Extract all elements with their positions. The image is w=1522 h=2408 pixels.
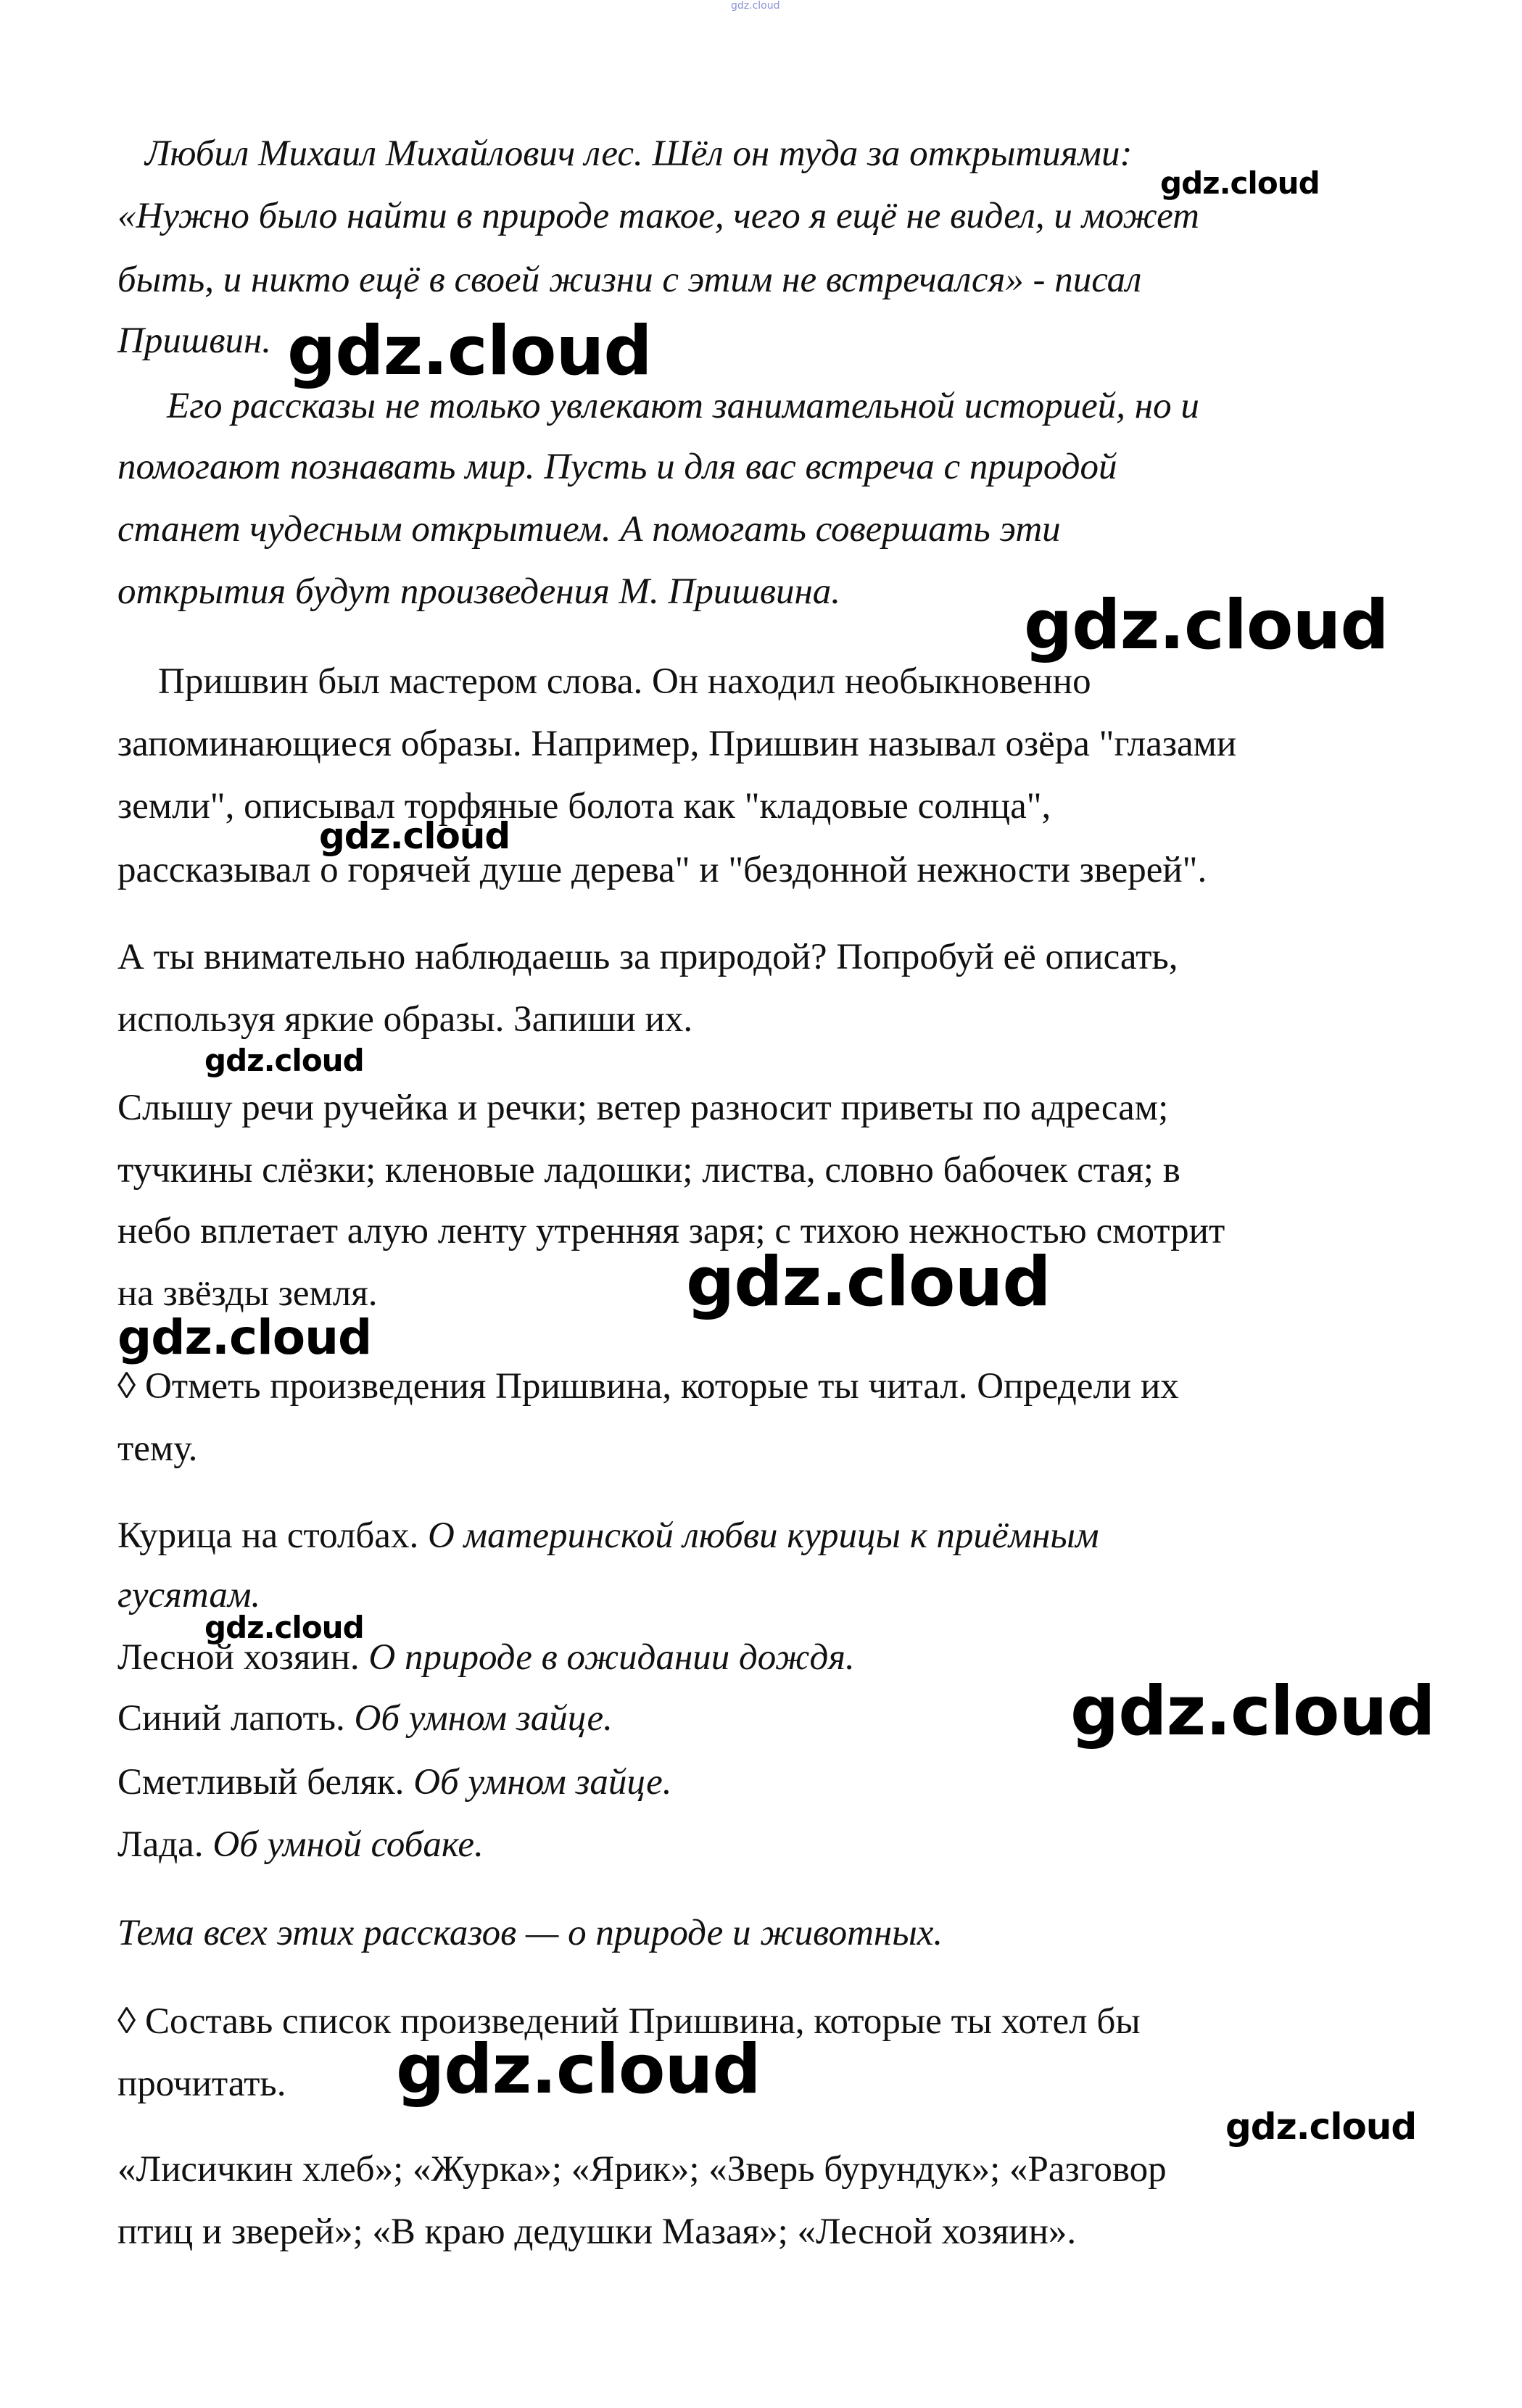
work-title: Лесной хозяин. — [117, 1637, 360, 1678]
text-line: «Нужно было найти в природе такое, чего я ещё не видел, и может — [117, 196, 1199, 236]
text-line: ◊ Составь список произведений Пришвина, которые ты хотел бы — [117, 2001, 1141, 2042]
work-theme: О природе в ожидании дождя. — [368, 1637, 855, 1678]
work-theme: О материнской любви курицы к приёмным — [427, 1515, 1099, 1556]
watermark: gdz.cloud — [1024, 586, 1389, 665]
text-line: быть, и никто ещё в своей жизни с этим не встречался» - писал — [117, 260, 1142, 300]
text-line: ◊ Отметь произведения Пришвина, которые ты читал. Определи их — [117, 1366, 1179, 1407]
watermark: gdz.cloud — [1225, 2106, 1417, 2148]
watermark: gdz.cloud — [396, 2030, 761, 2109]
list-item — [117, 1761, 672, 1804]
text-line: Любил Михаил Михайлович лес. Шёл он туда за открытиями: — [145, 133, 1133, 174]
header-mark: gdz.cloud — [731, 0, 780, 12]
watermark: gdz.cloud — [287, 312, 652, 391]
text-line: прочитать. — [117, 2064, 286, 2104]
summary: Тема всех этих рассказов — о природе и животных. — [117, 1913, 943, 1953]
text-line: рассказывал о горячей душе дерева" и "бездонной нежности зверей". — [117, 850, 1207, 890]
work-title: Курица на столбах. — [117, 1515, 419, 1556]
list-item — [117, 1514, 1099, 1557]
work-title: Лада. — [117, 1824, 204, 1865]
text-line: Его рассказы не только увлекают занимательной историей, но и — [167, 386, 1199, 426]
text-line: птиц и зверей»; «В краю дедушки Мазая»; «Лесной хозяин». — [117, 2212, 1077, 2252]
text-line: небо вплетает алую ленту утренняя заря; с тихою нежностью смотрит — [117, 1211, 1225, 1251]
text-line: открытия будут произведения М. Пришвина. — [117, 571, 841, 612]
text-line: земли", описывал торфяные болота как "кладовые солнца", — [117, 786, 1051, 827]
list-item — [117, 1823, 484, 1866]
text-line: на звёзды земля. — [117, 1273, 378, 1314]
text-line: станет чудесным открытием. А помогать совершать эти — [117, 509, 1061, 550]
text-line: А ты внимательно наблюдаешь за природой? Попробуй её описать, — [117, 937, 1178, 977]
work-theme-continuation: гусятам. — [117, 1575, 261, 1615]
watermark: gdz.cloud — [1160, 165, 1320, 201]
watermark: gdz.cloud — [117, 1309, 372, 1365]
text-line: тучкины слёзки; кленовые ладошки; листва, словно бабочек стая; в — [117, 1150, 1180, 1191]
work-theme: Об умном зайце. — [413, 1762, 672, 1803]
text-line: используя яркие образы. Запиши их. — [117, 999, 693, 1040]
watermark: gdz.cloud — [686, 1243, 1051, 1322]
text-line: «Лисичкин хлеб»; «Журка»; «Ярик»; «Зверь бурундук»; «Разговор — [117, 2149, 1167, 2190]
list-item — [117, 1697, 613, 1740]
work-title: Синий лапоть. — [117, 1698, 345, 1739]
watermark: gdz.cloud — [204, 1610, 364, 1645]
watermark: gdz.cloud — [1070, 1672, 1435, 1751]
work-theme: Об умном зайце. — [354, 1698, 613, 1739]
work-theme: Об умной собаке. — [212, 1824, 484, 1865]
work-title: Сметливый беляк. — [117, 1762, 405, 1803]
text-line: запоминающиеся образы. Например, Пришвин называл озёра "глазами — [117, 724, 1237, 764]
text-line: Пришвин. — [117, 320, 272, 361]
text-line: тему. — [117, 1428, 198, 1469]
watermark: gdz.cloud — [204, 1043, 364, 1078]
watermark: gdz.cloud — [319, 815, 510, 857]
text-line: помогают познавать мир. Пусть и для вас встреча с природой — [117, 447, 1117, 487]
text-line: Слышу речи ручейка и речки; ветер разносит приветы по адресам; — [117, 1088, 1169, 1128]
text-line: Пришвин был мастером слова. Он находил необыкновенно — [158, 661, 1091, 702]
